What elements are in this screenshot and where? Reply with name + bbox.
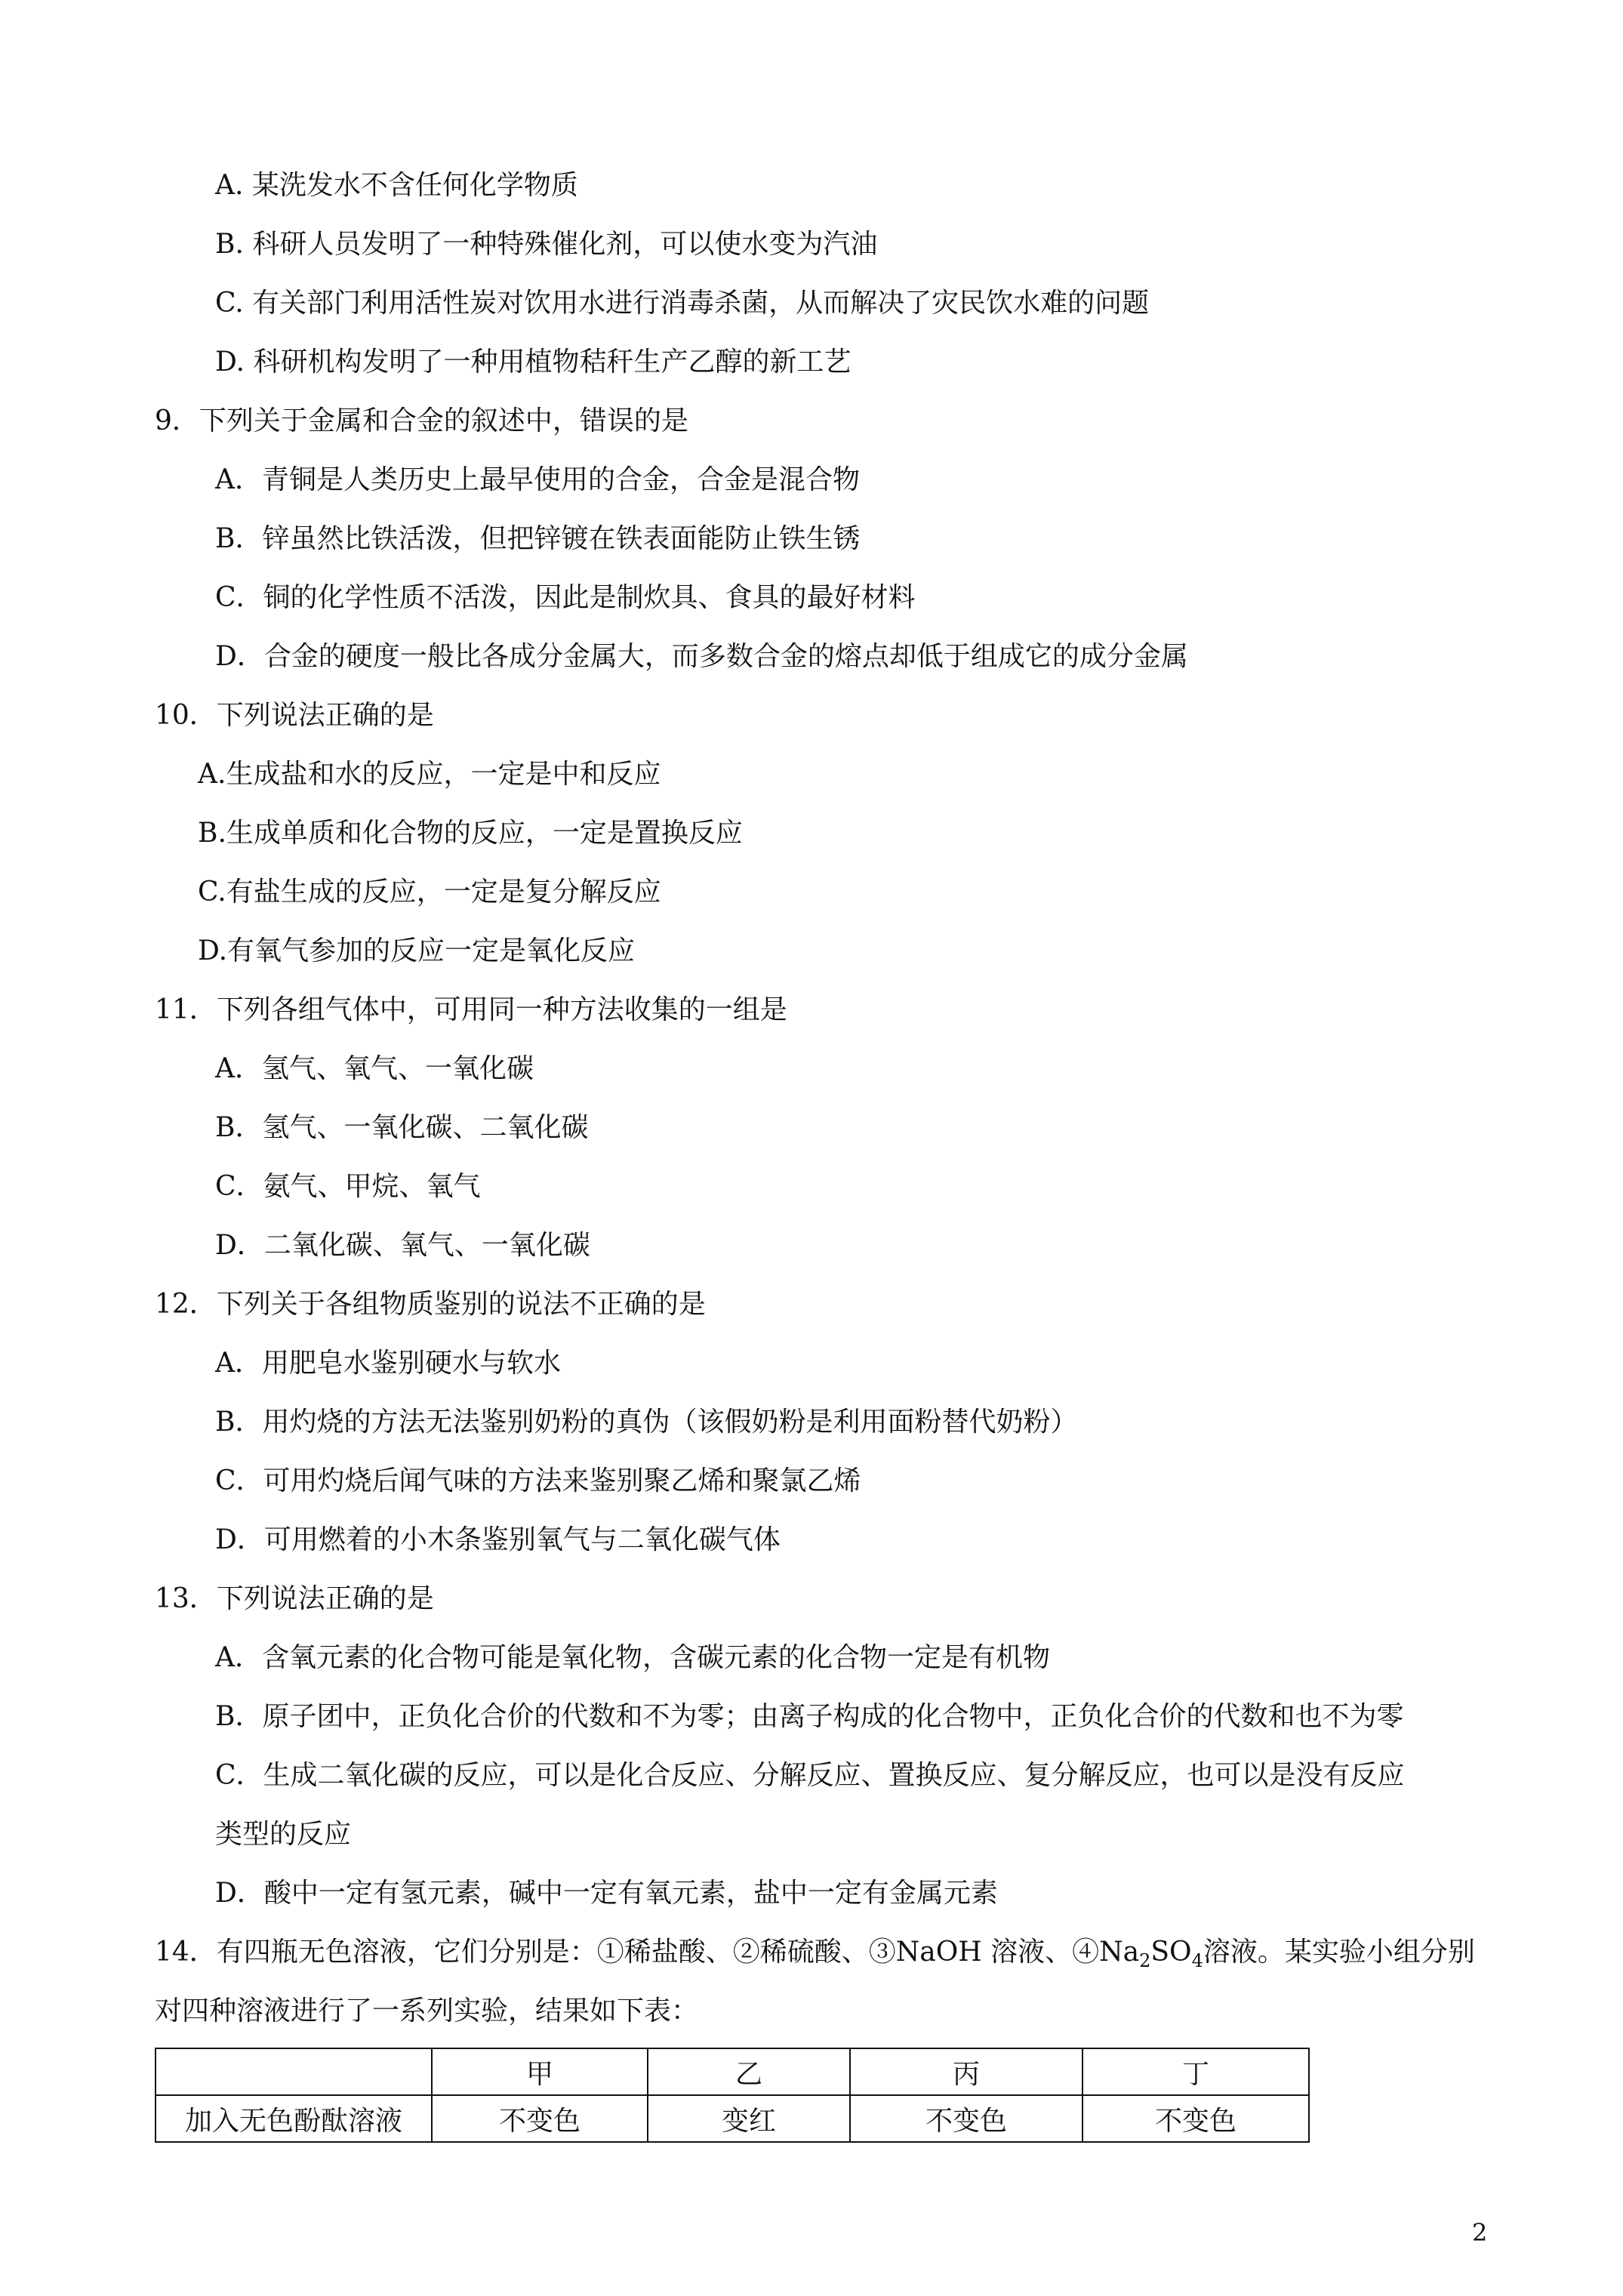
page-number: 2 (1472, 2218, 1488, 2247)
q12-stem: 12．下列关于各组物质鉴别的说法不正确的是 (155, 1289, 706, 1320)
q11-option-a: A．氢气、氧气、一氧化碳 (215, 1053, 534, 1084)
q14-stem-part2: SO (1150, 1937, 1192, 1968)
q10-option-b: B.生成单质和化合物的反应，一定是置换反应 (198, 818, 743, 849)
q10-option-a: A.生成盐和水的反应，一定是中和反应 (198, 759, 661, 790)
table-cell: 不变色 (1083, 2095, 1309, 2142)
q8-option-b: B. 科研人员发明了一种特殊催化剂，可以使水变为汽油 (215, 229, 878, 260)
q12-option-a: A．用肥皂水鉴别硬水与软水 (215, 1348, 561, 1379)
table-header-row (156, 2048, 1309, 2095)
table-cell: 不变色 (432, 2095, 648, 2142)
q13-option-a: A．含氧元素的化合物可能是氧化物，含碳元素的化合物一定是有机物 (215, 1642, 1050, 1673)
table-header-cell: 丙 (850, 2048, 1083, 2095)
q8-option-c: C. 有关部门利用活性炭对饮用水进行消毒杀菌，从而解决了灾民饮水难的问题 (215, 288, 1150, 319)
table-header-cell: 乙 (648, 2048, 850, 2095)
q13-option-c: C．生成二氧化碳的反应，可以是化合反应、分解反应、置换反应、复分解反应，也可以是没有反应 (215, 1760, 1405, 1791)
q14-subscript-2: 2 (1139, 1950, 1151, 1971)
q12-option-b: B．用灼烧的方法无法鉴别奶粉的真伪（该假奶粉是利用面粉替代奶粉） (215, 1407, 1078, 1438)
table-cell: 变红 (648, 2095, 850, 2142)
q13-option-b: B．原子团中，正负化合价的代数和不为零；由离子构成的化合物中，正负化合价的代数和也不为零 (215, 1701, 1404, 1732)
q14-stem-line2: 对四种溶液进行了一系列实验，结果如下表： (155, 1996, 699, 2026)
q12-option-c: C．可用灼烧后闻气味的方法来鉴别聚乙烯和聚氯乙烯 (215, 1465, 861, 1496)
q9-option-c: C．铜的化学性质不活泼，因此是制炊具、食具的最好材料 (215, 582, 916, 613)
q12-option-d: D．可用燃着的小木条鉴别氧气与二氧化碳气体 (215, 1524, 781, 1555)
q9-option-a: A．青铜是人类历史上最早使用的合金，合金是混合物 (215, 464, 860, 495)
q10-stem: 10．下列说法正确的是 (155, 700, 434, 731)
q11-option-b: B．氢气、一氧化碳、二氧化碳 (215, 1112, 589, 1143)
q13-stem: 13．下列说法正确的是 (155, 1583, 434, 1614)
table-row (156, 2095, 1309, 2142)
q9-stem: 9．下列关于金属和合金的叙述中，错误的是 (155, 405, 688, 436)
results-table (155, 2048, 1310, 2143)
table-cell: 不变色 (850, 2095, 1083, 2142)
q10-option-d: D.有氧气参加的反应一定是氧化反应 (198, 935, 636, 966)
q13-option-c-continued: 类型的反应 (215, 1819, 352, 1850)
table-header-cell (156, 2048, 432, 2095)
q14-subscript-4: 4 (1191, 1950, 1203, 1971)
q10-option-c: C.有盐生成的反应，一定是复分解反应 (198, 877, 661, 908)
q11-option-d: D．二氧化碳、氧气、一氧化碳 (215, 1230, 590, 1261)
q11-option-c: C．氨气、甲烷、氧气 (215, 1171, 481, 1202)
q13-option-d: D．酸中一定有氢元素，碱中一定有氧元素，盐中一定有金属元素 (215, 1878, 998, 1909)
q11-stem: 11．下列各组气体中，可用同一种方法收集的一组是 (155, 994, 787, 1025)
table-cell: 加入无色酚酞溶液 (156, 2095, 432, 2142)
q8-option-d: D. 科研机构发明了一种用植物秸秆生产乙醇的新工艺 (215, 347, 852, 378)
q8-option-a: A. 某洗发水不含任何化学物质 (215, 170, 578, 201)
q14-stem-part3: 溶液。某实验小组分别 (1203, 1937, 1475, 1968)
table-header-cell: 甲 (432, 2048, 648, 2095)
q14-stem (155, 1934, 1475, 1971)
q9-option-b: B．锌虽然比铁活泼，但把锌镀在铁表面能防止铁生锈 (215, 523, 861, 554)
q14-stem-part1: 14．有四瓶无色溶液，它们分别是：①稀盐酸、②稀硫酸、③NaOH 溶液、④Na (155, 1937, 1140, 1968)
table-header-cell: 丁 (1083, 2048, 1309, 2095)
q9-option-d: D．合金的硬度一般比各成分金属大，而多数合金的熔点却低于组成它的成分金属 (215, 641, 1188, 672)
